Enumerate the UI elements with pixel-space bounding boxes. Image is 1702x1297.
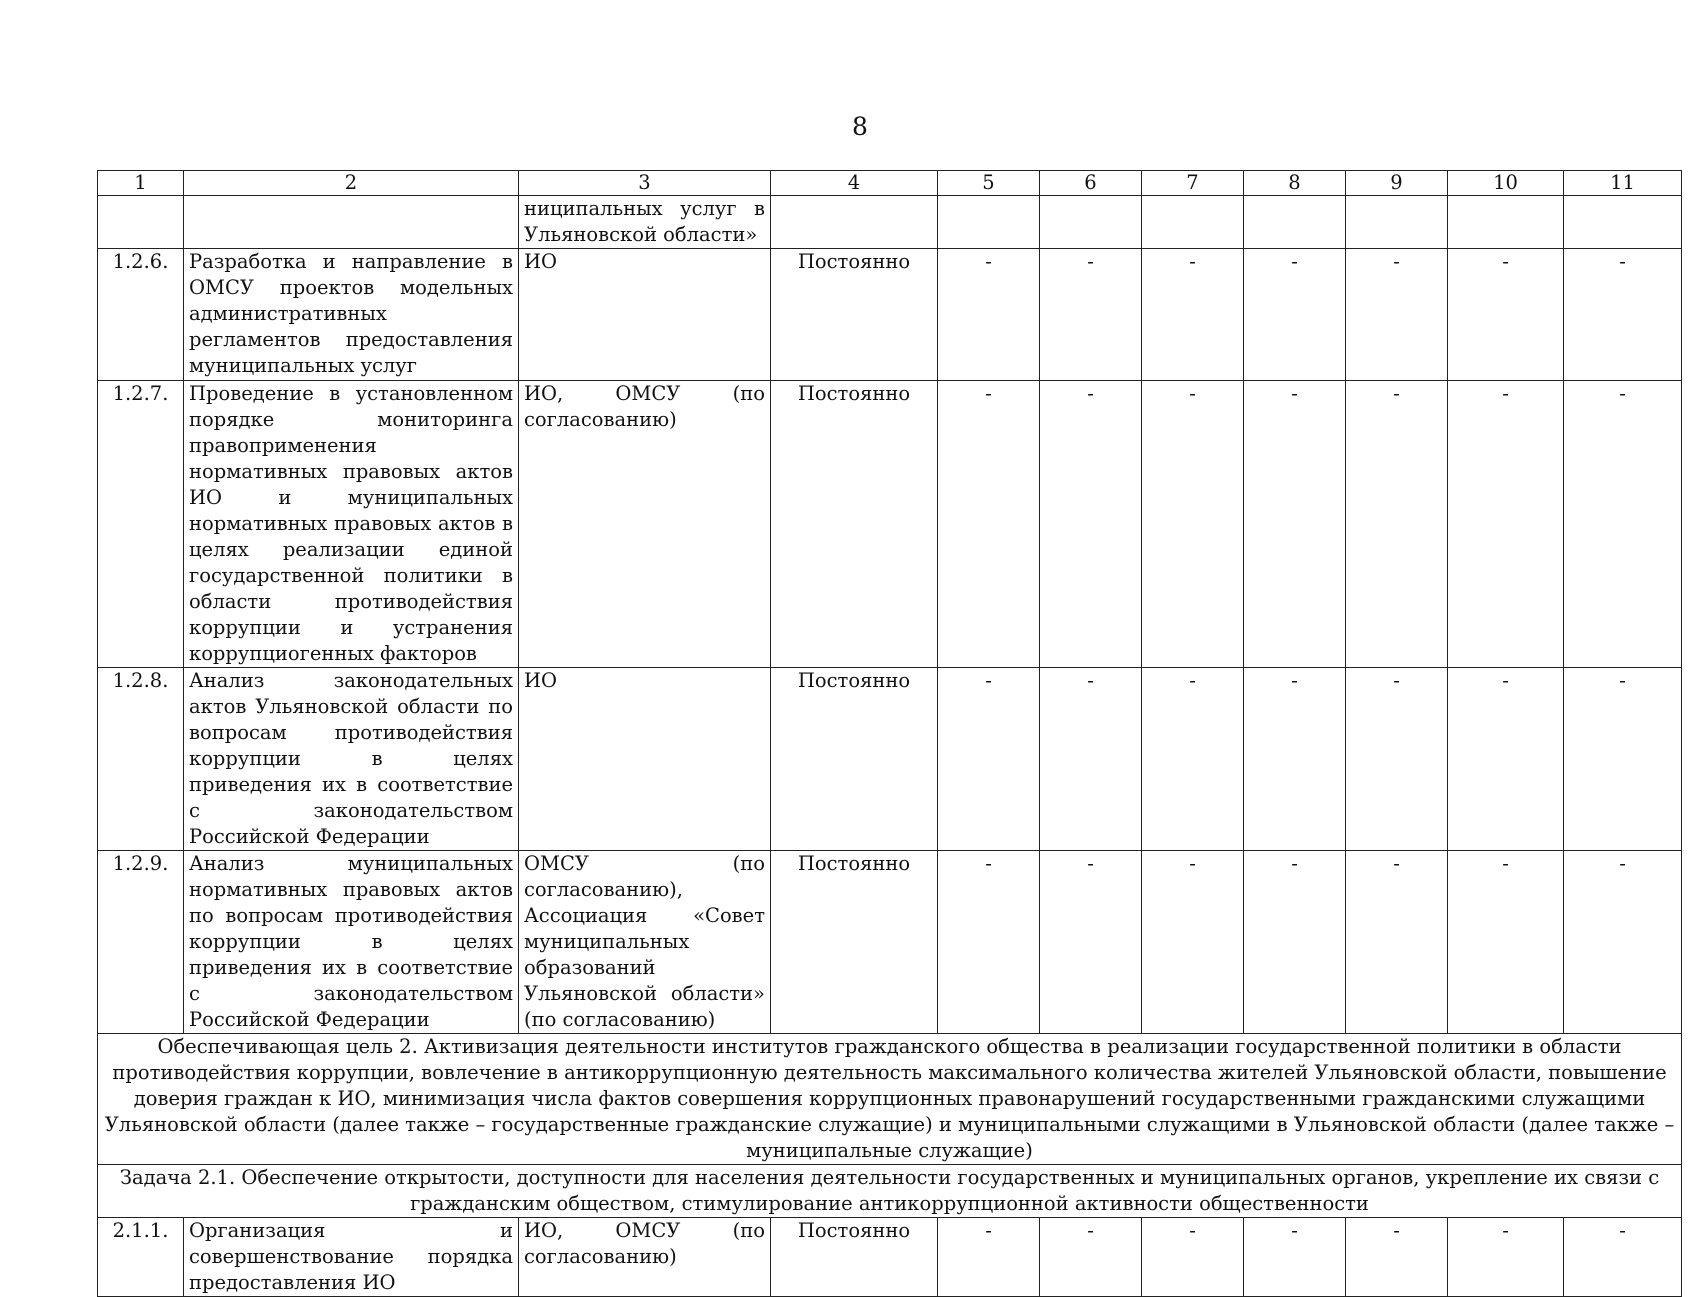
value-cell: - <box>1040 381 1142 668</box>
goal-2-heading: Обеспечивающая цель 2. Активизация деятельности институтов гражданского общества в реализации государственной политики в области противодействия коррупции, вовлечение в антикоррупционную деятельность максимального количества жителей Ульяновской области, повышение доверия граждан к ИО, минимизация числа фактов совершения коррупционных правонарушений государственными гражданскими служащими Ульяновской области (далее также – государственные гражданские служащие) и муниципальными служащими в Ульяновской области (далее также – муниципальные служащие) <box>98 1034 1682 1165</box>
column-header: 2 <box>184 171 519 196</box>
term-cell: Постоянно <box>771 1218 938 1297</box>
value-cell: - <box>1448 851 1564 1034</box>
value-cell: - <box>1448 381 1564 668</box>
column-header: 10 <box>1448 171 1564 196</box>
value-cell: - <box>1448 1218 1564 1297</box>
value-cell <box>1040 196 1142 249</box>
row-number: 1.2.8. <box>98 668 184 851</box>
executors-cell: ИО <box>519 668 771 851</box>
value-cell: - <box>1040 668 1142 851</box>
value-cell: - <box>1346 249 1448 381</box>
row-number: 1.2.7. <box>98 381 184 668</box>
term-cell: Постоянно <box>771 851 938 1034</box>
value-cell: - <box>1244 668 1346 851</box>
table-row <box>98 851 1682 1034</box>
measure-cell: Анализ законодательных актов Ульяновской области по вопросам противодействия коррупции в целях приведения их в соответствие с законодательством Российской Федерации <box>184 668 519 851</box>
value-cell: - <box>1142 851 1244 1034</box>
value-cell: - <box>1142 249 1244 381</box>
value-cell <box>1244 196 1346 249</box>
measure-cell: Разработка и направление в ОМСУ проектов модельных административных регламентов предоставления муниципальных услуг <box>184 249 519 381</box>
column-header: 11 <box>1564 171 1682 196</box>
value-cell <box>1346 196 1448 249</box>
value-cell: - <box>1564 851 1682 1034</box>
executors-cell: ИО, ОМСУ (по согласованию) <box>519 1218 771 1297</box>
plan-table <box>97 170 1682 1297</box>
value-cell <box>938 196 1040 249</box>
column-header: 8 <box>1244 171 1346 196</box>
value-cell: - <box>938 668 1040 851</box>
term-cell: Постоянно <box>771 381 938 668</box>
value-cell: - <box>1448 249 1564 381</box>
value-cell: - <box>1244 851 1346 1034</box>
value-cell: - <box>938 249 1040 381</box>
term-cell: Постоянно <box>771 668 938 851</box>
measure-cell: Анализ муниципальных нормативных правовых актов по вопросам противодействия коррупции в целях приведения их в соответствие с законодательством Российской Федерации <box>184 851 519 1034</box>
table-row <box>98 1218 1682 1297</box>
value-cell: - <box>1040 851 1142 1034</box>
column-header: 6 <box>1040 171 1142 196</box>
column-header: 4 <box>771 171 938 196</box>
value-cell: - <box>938 381 1040 668</box>
table-row <box>98 668 1682 851</box>
measure-cell: Проведение в установленном порядке мониторинга правоприменения нормативных правовых актов ИО и муниципальных нормативных правовых актов в целях реализации единой государственной политики в области противодействия коррупции и устранения коррупциогенных факторов <box>184 381 519 668</box>
value-cell: - <box>1346 851 1448 1034</box>
value-cell: - <box>1244 381 1346 668</box>
column-header: 1 <box>98 171 184 196</box>
task-row <box>98 1165 1682 1218</box>
row-number <box>98 196 184 249</box>
term-cell: Постоянно <box>771 249 938 381</box>
executors-cell: ОМСУ (по согласованию), Ассоциация «Совет муниципальных образований Ульяновской области» (по согласованию) <box>519 851 771 1034</box>
value-cell: - <box>1564 249 1682 381</box>
row-number: 2.1.1. <box>98 1218 184 1297</box>
value-cell: - <box>1346 1218 1448 1297</box>
value-cell: - <box>938 1218 1040 1297</box>
value-cell: - <box>1564 1218 1682 1297</box>
value-cell: - <box>1142 1218 1244 1297</box>
column-header: 7 <box>1142 171 1244 196</box>
value-cell: - <box>1244 249 1346 381</box>
value-cell: - <box>1142 668 1244 851</box>
value-cell: - <box>1346 381 1448 668</box>
column-header: 9 <box>1346 171 1448 196</box>
measure-cell: Организация и совершенствование порядка предоставления ИО <box>184 1218 519 1297</box>
page-number: 8 <box>852 112 868 141</box>
value-cell: - <box>1040 1218 1142 1297</box>
value-cell: - <box>1040 249 1142 381</box>
column-header: 5 <box>938 171 1040 196</box>
value-cell: - <box>1564 381 1682 668</box>
row-number: 1.2.9. <box>98 851 184 1034</box>
executors-cell: ИО <box>519 249 771 381</box>
value-cell: - <box>1244 1218 1346 1297</box>
value-cell: - <box>1346 668 1448 851</box>
row-number: 1.2.6. <box>98 249 184 381</box>
value-cell <box>1448 196 1564 249</box>
column-header: 3 <box>519 171 771 196</box>
task-2-1-heading: Задача 2.1. Обеспечение открытости, доступности для населения деятельности государственных и муниципальных органов, укрепление их связи с гражданским обществом, стимулирование антикоррупционной активности общественности <box>98 1165 1682 1218</box>
value-cell: - <box>1448 668 1564 851</box>
goal-row <box>98 1034 1682 1165</box>
table-row <box>98 381 1682 668</box>
value-cell <box>1142 196 1244 249</box>
table-row <box>98 196 1682 249</box>
table-row <box>98 249 1682 381</box>
executors-cell: ИО, ОМСУ (по согласованию) <box>519 381 771 668</box>
executors-cell: ниципальных услуг в Ульяновской области» <box>519 196 771 249</box>
value-cell: - <box>1564 668 1682 851</box>
value-cell <box>1564 196 1682 249</box>
value-cell: - <box>1142 381 1244 668</box>
header-row <box>98 171 1682 196</box>
measure-cell <box>184 196 519 249</box>
value-cell: - <box>938 851 1040 1034</box>
term-cell <box>771 196 938 249</box>
